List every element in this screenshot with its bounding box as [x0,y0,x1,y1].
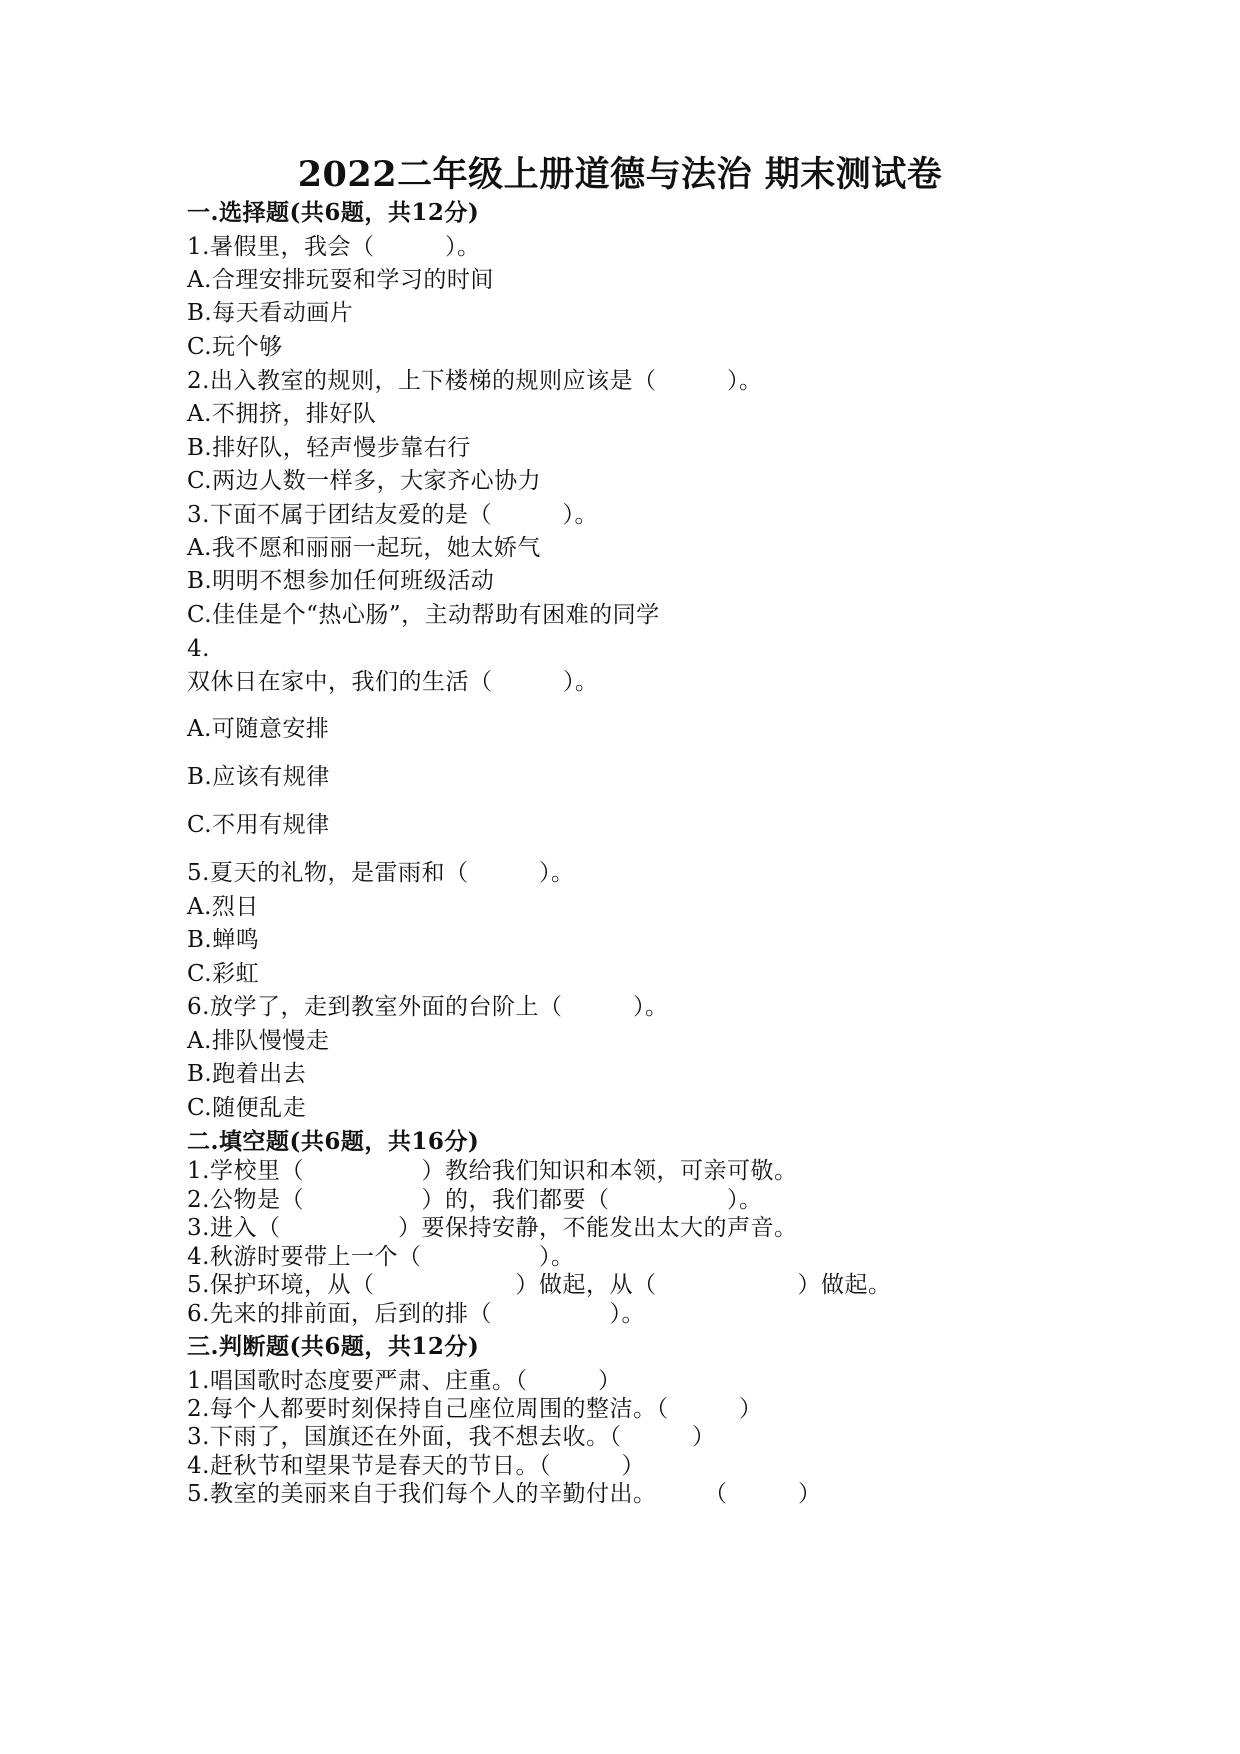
judge-item: 3.下雨了，国旗还在外面，我不想去收。（ ） [187,1424,716,1450]
question-stem: 1.暑假里，我会（ ）。 [187,234,481,260]
question-stem: 5.夏天的礼物，是雷雨和（ ）。 [187,860,575,886]
question-stem: 双休日在家中，我们的生活（ ）。 [187,669,599,695]
judge-item: 5.教室的美丽来自于我们每个人的辛勤付出。 （ ） [187,1481,822,1507]
option-b: B.明明不想参加任何班级活动 [187,568,495,594]
option-b: B.蝉鸣 [187,927,260,953]
section-heading-choice: 一.选择题(共6题，共12分) [187,199,480,226]
option-b: B.每天看动画片 [187,300,354,326]
option-c: C.佳佳是个“热心肠”，主动帮助有困难的同学 [187,602,660,628]
option-a: A.可随意安排 [187,716,330,742]
option-c: C.两边人数一样多，大家齐心协力 [187,468,542,494]
question-number: 4. [187,636,210,662]
section-heading-fill: 二.填空题(共6题，共16分) [187,1128,480,1155]
option-b: B.排好队，轻声慢步靠右行 [187,435,471,461]
judge-item: 1.唱国歌时态度要严肃、庄重。（ ） [187,1368,622,1394]
question-stem: 6.放学了，走到教室外面的台阶上（ ）。 [187,994,669,1020]
option-a: A.排队慢慢走 [187,1028,330,1054]
fill-item: 6.先来的排前面，后到的排（ ）。 [187,1301,645,1327]
page-title: 2022二年级上册道德与法治 期末测试卷 [297,154,943,195]
option-c: C.玩个够 [187,334,283,360]
judge-item: 4.赶秋节和望果节是春天的节日。（ ） [187,1453,645,1479]
fill-item: 3.进入（ ）要保持安静，不能发出太大的声音。 [187,1215,798,1241]
fill-item: 1.学校里（ ）教给我们知识和本领，可亲可敬。 [187,1158,798,1184]
question-stem: 2.出入教室的规则，上下楼梯的规则应该是（ ）。 [187,368,763,394]
option-a: A.合理安排玩耍和学习的时间 [187,267,494,293]
fill-item: 2.公物是（ ）的，我们都要（ ）。 [187,1187,763,1213]
option-b: B.跑着出去 [187,1061,307,1087]
section-heading-judge: 三.判断题(共6题，共12分) [187,1333,480,1360]
judge-item: 2.每个人都要时刻保持自己座位周围的整洁。（ ） [187,1396,763,1422]
option-c: C.彩虹 [187,961,260,987]
option-c: C.不用有规律 [187,812,330,838]
option-b: B.应该有规律 [187,764,330,790]
fill-item: 5.保护环境，从（ ）做起，从（ ）做起。 [187,1272,892,1298]
fill-item: 4.秋游时要带上一个（ ）。 [187,1244,575,1270]
option-c: C.随便乱走 [187,1095,307,1121]
question-stem: 3.下面不属于团结友爱的是（ ）。 [187,502,598,528]
option-a: A.烈日 [187,894,259,920]
option-a: A.我不愿和丽丽一起玩，她太娇气 [187,535,541,561]
option-a: A.不拥挤，排好队 [187,401,377,427]
